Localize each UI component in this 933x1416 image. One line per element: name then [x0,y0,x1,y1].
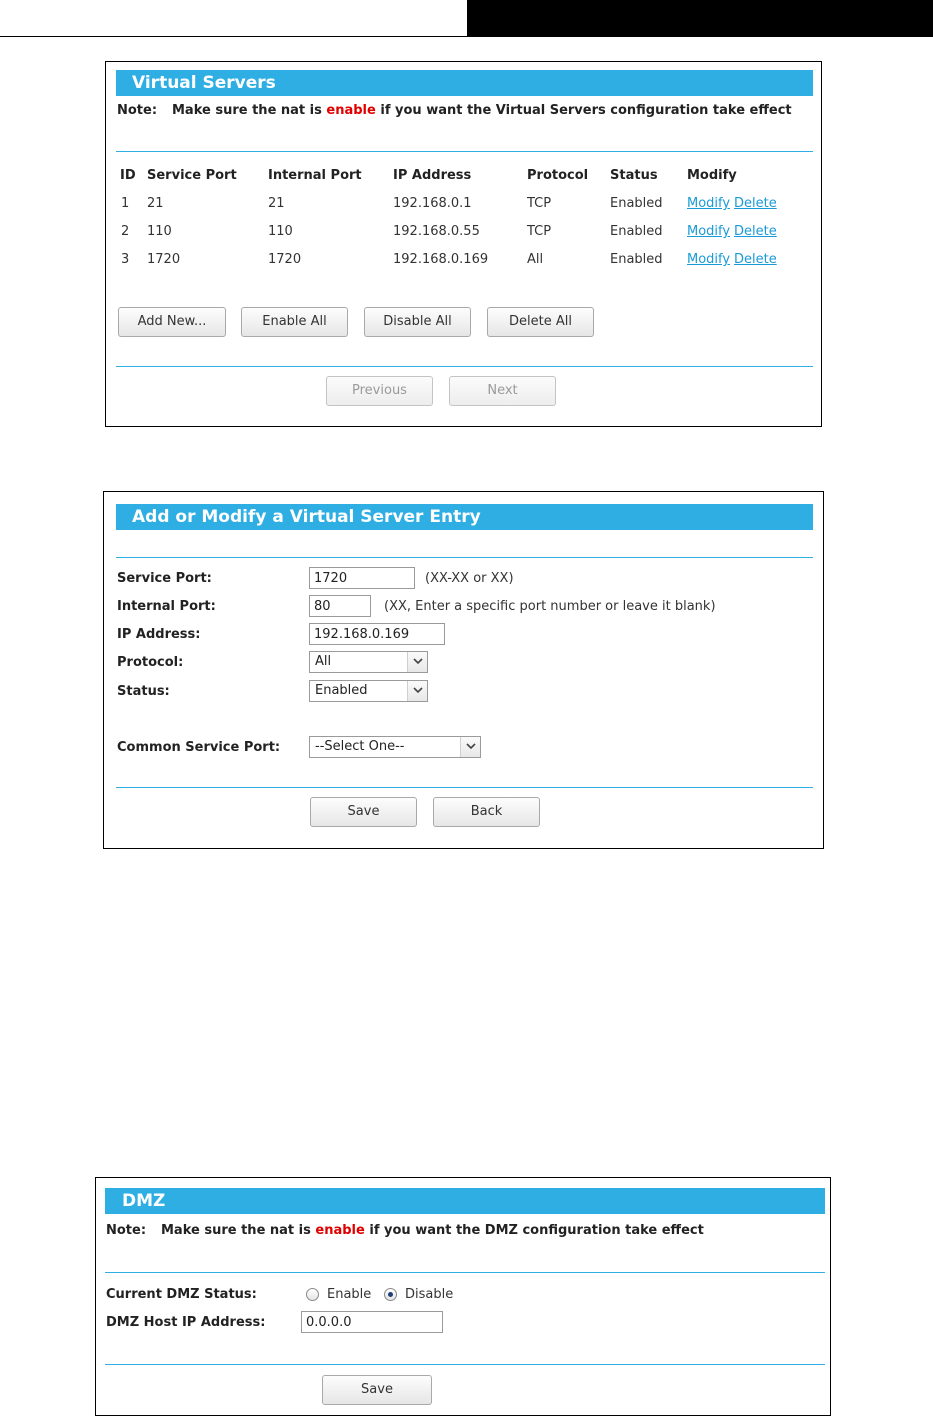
protocol-select[interactable] [309,651,428,673]
divider [116,557,813,558]
note-text-pre: Make sure the nat is [172,103,327,118]
dmz-host-ip-input[interactable] [301,1311,443,1333]
note-text-pre: Make sure the nat is [161,1223,316,1238]
modify-link[interactable]: Modify [687,196,731,211]
service-port-hint: (XX-XX or XX) [425,571,514,586]
service-port-label: Service Port: [117,571,212,586]
protocol-select-value: All [315,654,332,669]
table-cell-service-port: 21 [147,196,164,211]
table-cell-status: Enabled [610,252,663,267]
divider [116,151,813,152]
back-button[interactable]: Back [433,797,540,827]
column-header-protocol: Protocol [527,168,589,183]
table-cell-ip: 192.168.0.169 [393,252,489,267]
save-button[interactable]: Save [310,797,417,827]
enable-all-button[interactable]: Enable All [241,307,348,337]
next-button[interactable]: Next [449,376,556,406]
panel-title: DMZ [105,1188,825,1214]
note [106,1223,704,1238]
table-cell-internal-port: 110 [268,224,293,239]
chevron-down-icon [407,681,427,701]
delete-link[interactable]: Delete [734,196,777,211]
status-select-value: Enabled [315,683,368,698]
column-header-service-port: Service Port [147,168,237,183]
entry-form-panel [103,491,824,849]
modify-link[interactable]: Modify [687,252,731,267]
ip-address-input[interactable] [309,623,445,645]
disable-all-button[interactable]: Disable All [364,307,471,337]
delete-link[interactable]: Delete [734,224,777,239]
column-header-id: ID [120,168,136,183]
table-cell-id: 1 [121,196,130,211]
header-rule [0,36,470,37]
table-cell-id: 2 [121,224,130,239]
internal-port-input[interactable] [309,595,371,617]
dmz-host-ip-label: DMZ Host IP Address: [106,1315,266,1330]
divider [116,787,813,788]
virtual-servers-panel [105,61,822,427]
modify-link[interactable]: Modify [687,224,731,239]
note-label: Note: [106,1223,147,1238]
chevron-down-icon [407,652,427,672]
note-text-post: if you want the DMZ configuration take effect [364,1223,704,1238]
panel-title: Virtual Servers [116,70,813,96]
ip-address-label: IP Address: [117,627,201,642]
table-cell-ip: 192.168.0.1 [393,196,472,211]
chevron-down-icon [460,737,480,757]
table-cell-protocol: All [527,252,544,267]
protocol-label: Protocol: [117,655,184,670]
note [117,103,792,118]
table-cell-status: Enabled [610,224,663,239]
column-header-internal-port: Internal Port [268,168,362,183]
note-text-post: if you want the Virtual Servers configuration take effect [375,103,792,118]
enable-radio-label: Enable [327,1287,372,1302]
previous-button[interactable]: Previous [326,376,433,406]
column-header-status: Status [610,168,658,183]
note-highlight: enable [315,1223,365,1238]
table-cell-protocol: TCP [527,196,552,211]
delete-link[interactable]: Delete [734,252,777,267]
table-cell-internal-port: 21 [268,196,285,211]
internal-port-hint: (XX, Enter a specific port number or leave it blank) [384,599,716,614]
table-cell-internal-port: 1720 [268,252,302,267]
service-port-input[interactable] [309,567,415,589]
table-cell-status: Enabled [610,196,663,211]
save-button[interactable]: Save [322,1375,432,1405]
panel-title: Add or Modify a Virtual Server Entry [116,504,813,530]
column-header-modify: Modify [687,168,737,183]
table-cell-ip: 192.168.0.55 [393,224,480,239]
enable-radio[interactable] [306,1288,319,1301]
dmz-panel [95,1177,831,1416]
header-bar [467,0,933,37]
common-service-port-select[interactable] [309,736,481,758]
table-cell-service-port: 1720 [147,252,181,267]
add-new-button[interactable]: Add New... [118,307,226,337]
divider [105,1272,825,1273]
divider [116,366,813,367]
note-highlight: enable [326,103,376,118]
disable-radio[interactable] [384,1288,397,1301]
status-select[interactable] [309,680,428,702]
common-service-port-label: Common Service Port: [117,740,281,755]
status-label: Status: [117,684,170,699]
table-cell-service-port: 110 [147,224,172,239]
table-cell-id: 3 [121,252,130,267]
divider [105,1364,825,1365]
dmz-status-label: Current DMZ Status: [106,1287,257,1302]
column-header-ip-address: IP Address [393,168,472,183]
table-cell-protocol: TCP [527,224,552,239]
internal-port-label: Internal Port: [117,599,216,614]
delete-all-button[interactable]: Delete All [487,307,594,337]
note-label: Note: [117,103,158,118]
common-service-port-value: --Select One-- [315,739,405,754]
disable-radio-label: Disable [405,1287,454,1302]
